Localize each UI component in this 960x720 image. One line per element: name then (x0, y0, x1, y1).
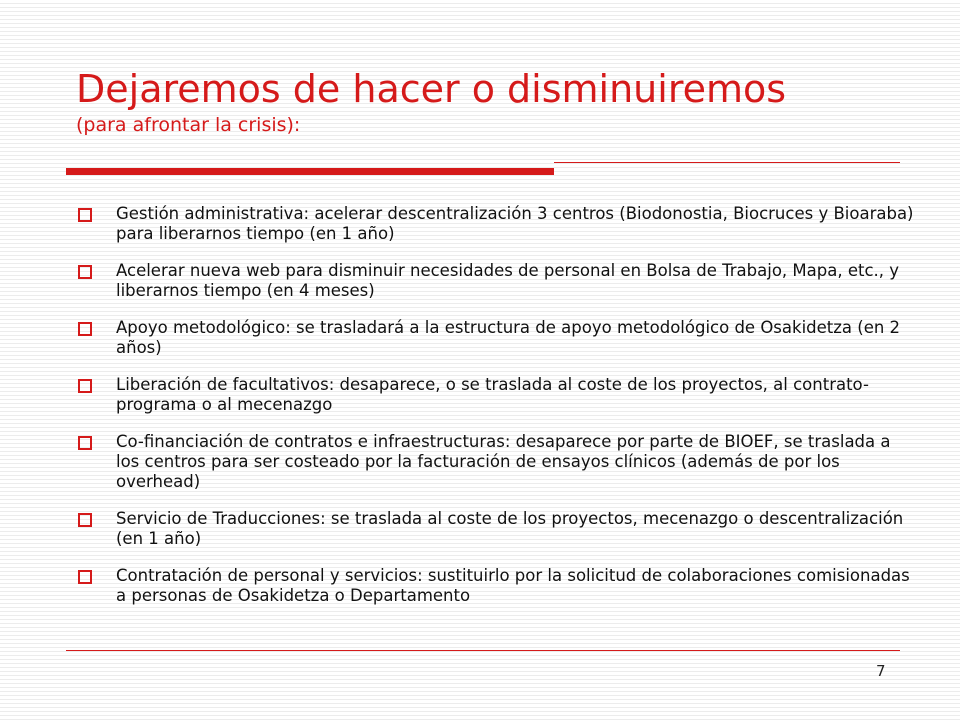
bullet-text: Gestión administrativa: acelerar descentralización 3 centros (Biodonostia, Biocruces y Bioaraba) para liberarnos tiempo (en 1 año) (116, 204, 914, 243)
bullet-text: Liberación de facultativos: desaparece, o se traslada al coste de los proyectos, al contrato-programa o al mecenazgo (116, 375, 869, 414)
title-main: Dejaremos de hacer o disminuiremos (76, 67, 787, 111)
list-item (66, 261, 916, 301)
title-underline-thick (66, 168, 554, 175)
title-subtitle: (para afrontar la crisis): (76, 113, 301, 136)
square-bullet-icon (78, 322, 92, 336)
list-item (66, 375, 916, 415)
list-item (66, 318, 916, 358)
list-item (66, 204, 916, 244)
bullet-text: Contratación de personal y servicios: sustituirlo por la solicitud de colaboraciones comisionadas a personas de Osakidetza o Departamento (116, 566, 910, 605)
footer-divider (66, 650, 900, 651)
bullet-text: Co-financiación de contratos e infraestructuras: desaparece por parte de BIOEF, se traslada a los centros para ser costeado por la facturación de ensayos clínicos (además de por los overhead) (116, 432, 891, 491)
bullet-list (66, 204, 916, 623)
bullet-text: Apoyo metodológico: se trasladará a la estructura de apoyo metodológico de Osakidetza (en 2 años) (116, 318, 901, 357)
list-item (66, 509, 916, 549)
bullet-text: Servicio de Traducciones: se traslada al coste de los proyectos, mecenazgo o descentralización (en 1 año) (116, 509, 904, 548)
square-bullet-icon (78, 513, 92, 527)
slide-title (76, 67, 916, 136)
square-bullet-icon (78, 208, 92, 222)
title-underline-thin (554, 162, 900, 163)
square-bullet-icon (78, 379, 92, 393)
square-bullet-icon (78, 570, 92, 584)
square-bullet-icon (78, 436, 92, 450)
bullet-text: Acelerar nueva web para disminuir necesidades de personal en Bolsa de Trabajo, Mapa, etc., y liberarnos tiempo (en 4 meses) (116, 261, 900, 300)
list-item (66, 566, 916, 606)
page-number: 7 (876, 662, 886, 680)
list-item (66, 432, 916, 492)
square-bullet-icon (78, 265, 92, 279)
